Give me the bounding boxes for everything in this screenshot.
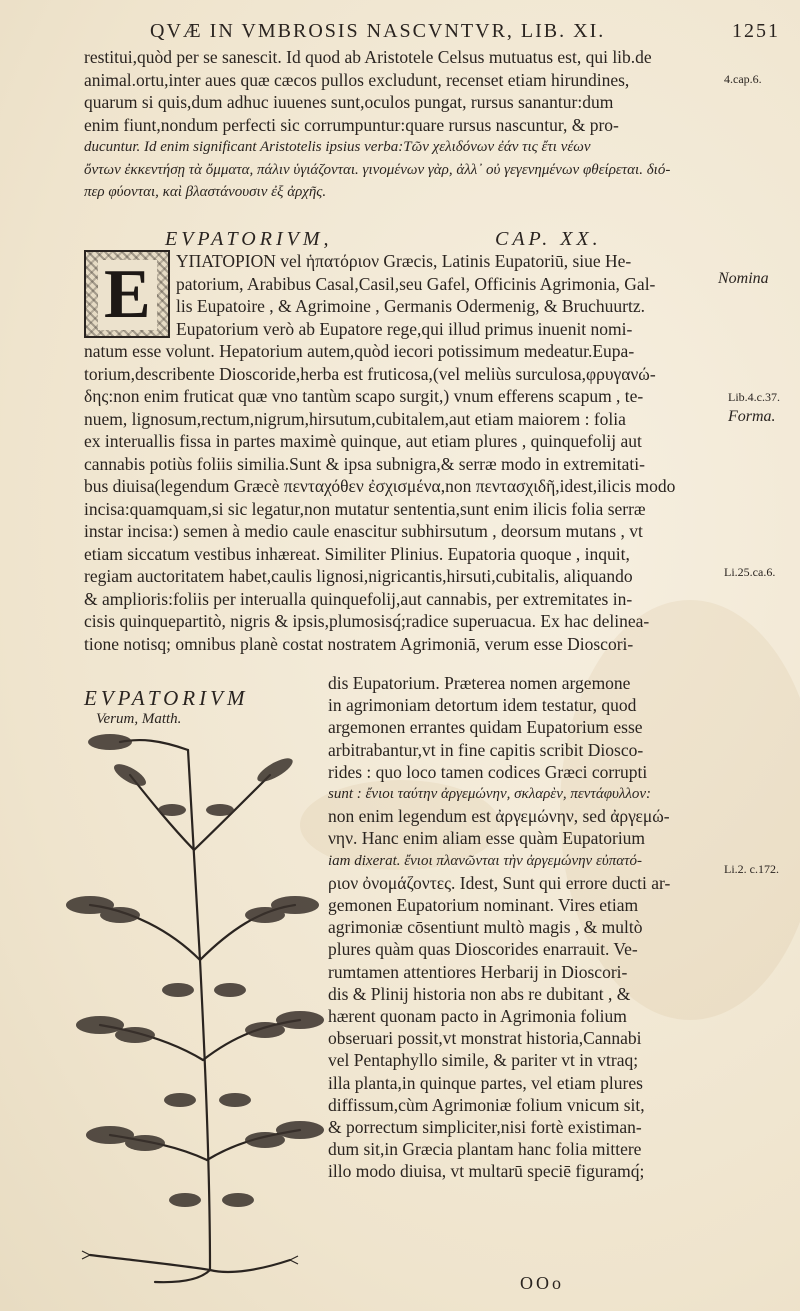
text-line: cisis quinquepartitò, nigris & ipsis,plumosisq́;radice superuacua. Ex hac delinea-	[84, 611, 650, 631]
text-line: obseruari possit,vt monstrat historia,Cannabi	[328, 1028, 642, 1049]
figure-title: EVPATORIVM	[84, 686, 249, 710]
text-line: ὄντων ἐκκεντήσῃ τὰ ὄμματα, πάλιν ὑγιάζονται. γινομένων γὰρ, ἀλλ᾽ οὐ γεγενημένων φθείρεται. διό-	[84, 161, 671, 178]
page-number: 1251	[732, 20, 780, 42]
text-line: nuem, lignosum,rectum,nigrum,hirsutum,cubitalem,aut etiam maiorem : folia	[84, 408, 626, 429]
text-line: & amplioris:foliis per interualla quinquefolij,aut cannabis, per extremitates in-	[84, 588, 633, 609]
text-line: non enim legendum est ἀργεμώνην, sed ἀργεμώ-	[328, 806, 670, 827]
initial-letter: E	[98, 260, 157, 330]
text-line: ΥΠΑΤΟΡΙΟΝ vel ἡπατόριον Græcis, Latinis Eupatoriū, siue He-	[176, 251, 632, 271]
text-line: νην. Hanc enim aliam esse quàm Eupatorium	[328, 828, 646, 849]
text-line: dum sit,in Græcia plantam hanc folia mittere	[328, 1139, 642, 1160]
text-line: instar incisa:) semen à medio caule enascitur subhirsutum , deorsum mutans , vt	[84, 521, 643, 541]
text-line: hærent quonam pacto in Agrimonia folium	[328, 1006, 627, 1027]
text-line: ex interuallis fissa in partes maximè quinque, aut etiam plures , quinquefolij aut	[84, 431, 642, 451]
margin-note: Forma.	[728, 408, 776, 425]
text-line: restitui,quòd per se sanescit. Id quod ab Aristotele Celsus mutuatus est, qui lib.de	[84, 47, 652, 67]
text-line: enim fiunt,nondum perfecti sic corrumpuntur:quare rursus nascuntur, & pro-	[84, 114, 619, 135]
running-head-title: QVÆ IN VMBROSIS NASCVNTVR, LIB. XI.	[150, 20, 606, 42]
text-line: vel Pentaphyllo simile, & pariter vt in vtraq;	[328, 1050, 639, 1071]
chapter-title: EVPATORIVM,	[165, 228, 333, 250]
running-head	[150, 20, 780, 43]
text-line: dis & Plinij historia non abs re dubitant , &	[328, 983, 631, 1004]
figure-caption	[84, 686, 314, 728]
text-line: lis Eupatoire , & Agrimoine , Germanis Odermenig, & Bruchuurtz.	[176, 296, 645, 316]
margin-note: Li.25.ca.6.	[724, 565, 776, 579]
text-line: gemonen Eupatorium nominant. Vires etiam	[328, 895, 639, 916]
text-line: in agrimoniam detortum idem testatur, quod	[328, 695, 637, 716]
catchword: OOo	[520, 1273, 564, 1293]
margin-note: Li.2. c.172.	[724, 862, 779, 876]
margin-note: Nomina	[718, 270, 769, 287]
text-line: ριον ὀνομάζοντες. Idest, Sunt qui errore ducti ar-	[328, 872, 671, 893]
text-line: illo modo diuisa, vt multarū speciē figuramq́;	[328, 1161, 645, 1182]
text-line: sunt : ἔνιοι ταύτην ἀργεμώνην, σκλαρὲν, πεντάφυλλον:	[328, 786, 652, 803]
text-line: diffissum,cùm Agrimoniæ folium vnicum sit,	[328, 1094, 645, 1115]
text-line: περ φύονται, καὶ βλαστάνουσιν ἐξ ἀρχῆς.	[84, 184, 327, 200]
text-line: plures quàm quas Dioscorides enarrauit. Ve-	[328, 939, 638, 960]
text-line: bus diuisa(legendum Græcè πενταχόθεν ἐσχισμένα,non πεντασχιδῆ,idest,ilicis modo	[84, 476, 676, 496]
text-line: Eupatorium verò ab Eupatore rege,qui illud primus inuenit nomi-	[176, 318, 633, 339]
text-line: cannabis potiùs foliis similia.Sunt & ipsa subnigra,& serræ modo in extremitati-	[84, 453, 645, 474]
text-line: iam dixerat. ἔνιοι πλανῶνται τὴν ἀργεμώνην εὐπατό-	[328, 852, 643, 869]
chapter-heading	[165, 228, 645, 251]
text-line: argemonen errantes quidam Eupatorium esse	[328, 717, 643, 738]
text-line: rumtamen attentiores Herbarij in Dioscori-	[328, 961, 628, 982]
text-line: dis Eupatorium. Præterea nomen argemone	[328, 673, 631, 693]
margin-note: Lib.4.c.37.	[728, 390, 780, 404]
text-line: patorium, Arabibus Casal,Casil,seu Gafel, Officinis Agrimonia, Gal-	[176, 273, 656, 294]
text-line: agrimoniæ cōsentiunt multò magis , & multò	[328, 917, 643, 938]
text-line: regiam auctoritatem habet,caulis lignosi,nigricantis,hirsuti,cubitalis, aliquando	[84, 566, 633, 586]
intro-paragraph	[84, 46, 716, 204]
text-line: animal.ortu,inter aues quæ cæcos pullos excludunt, recenset etiam hirundines,	[84, 69, 630, 90]
text-line: rides : quo loco tamen codices Græci corrupti	[328, 761, 648, 782]
agrimony-woodcut-illustration	[60, 730, 330, 1290]
text-line: ducuntur. Id enim significant Aristotelis ipsius verba:Τῶν χελιδόνων ἐάν τις ἔτι νέων	[84, 139, 591, 155]
text-line: quarum si quis,dum adhuc iuuenes sunt,oculos pungat, rursus sanantur:dum	[84, 92, 614, 112]
text-line: & porrectum simpliciter,nisi fortè existiman-	[328, 1117, 642, 1138]
text-line: δης:non enim fruticat quæ vno tantùm scapo surgit,) vnum efferens scapum , te-	[84, 386, 644, 406]
chapter-number: CAP. XX.	[495, 228, 602, 250]
text-line: tione notisq; omnibus planè costat nostratem Agrimoniā, verum esse Dioscori-	[84, 633, 634, 654]
text-line: etiam siccatum vestibus inhæreat. Similiter Plinius. Eupatoria quoque , inquit,	[84, 543, 630, 564]
right-column-text	[328, 672, 716, 1183]
chapter-body	[84, 340, 716, 655]
text-line: natum esse volunt. Hepatorium autem,quòd iecori potissimum medeatur.Eupa-	[84, 341, 635, 361]
chapter-opening	[176, 250, 716, 340]
margin-note: 4.cap.6.	[724, 72, 762, 86]
figure-subtitle: Verum, Matth.	[96, 711, 182, 727]
text-line: illa planta,in quinque partes, vel etiam plures	[328, 1072, 643, 1093]
text-line: torium,describente Dioscoride,herba est fruticosa,(vel meliùs surculosa,φρυγανώ-	[84, 363, 656, 384]
text-line: incisa:quamquam,si sic legatur,non mutatur sententia,sunt enim ilicis folia serræ	[84, 498, 646, 519]
text-line: arbitrabantur,vt in fine capitis scribit Diosco-	[328, 739, 644, 760]
decorated-initial	[84, 250, 170, 338]
